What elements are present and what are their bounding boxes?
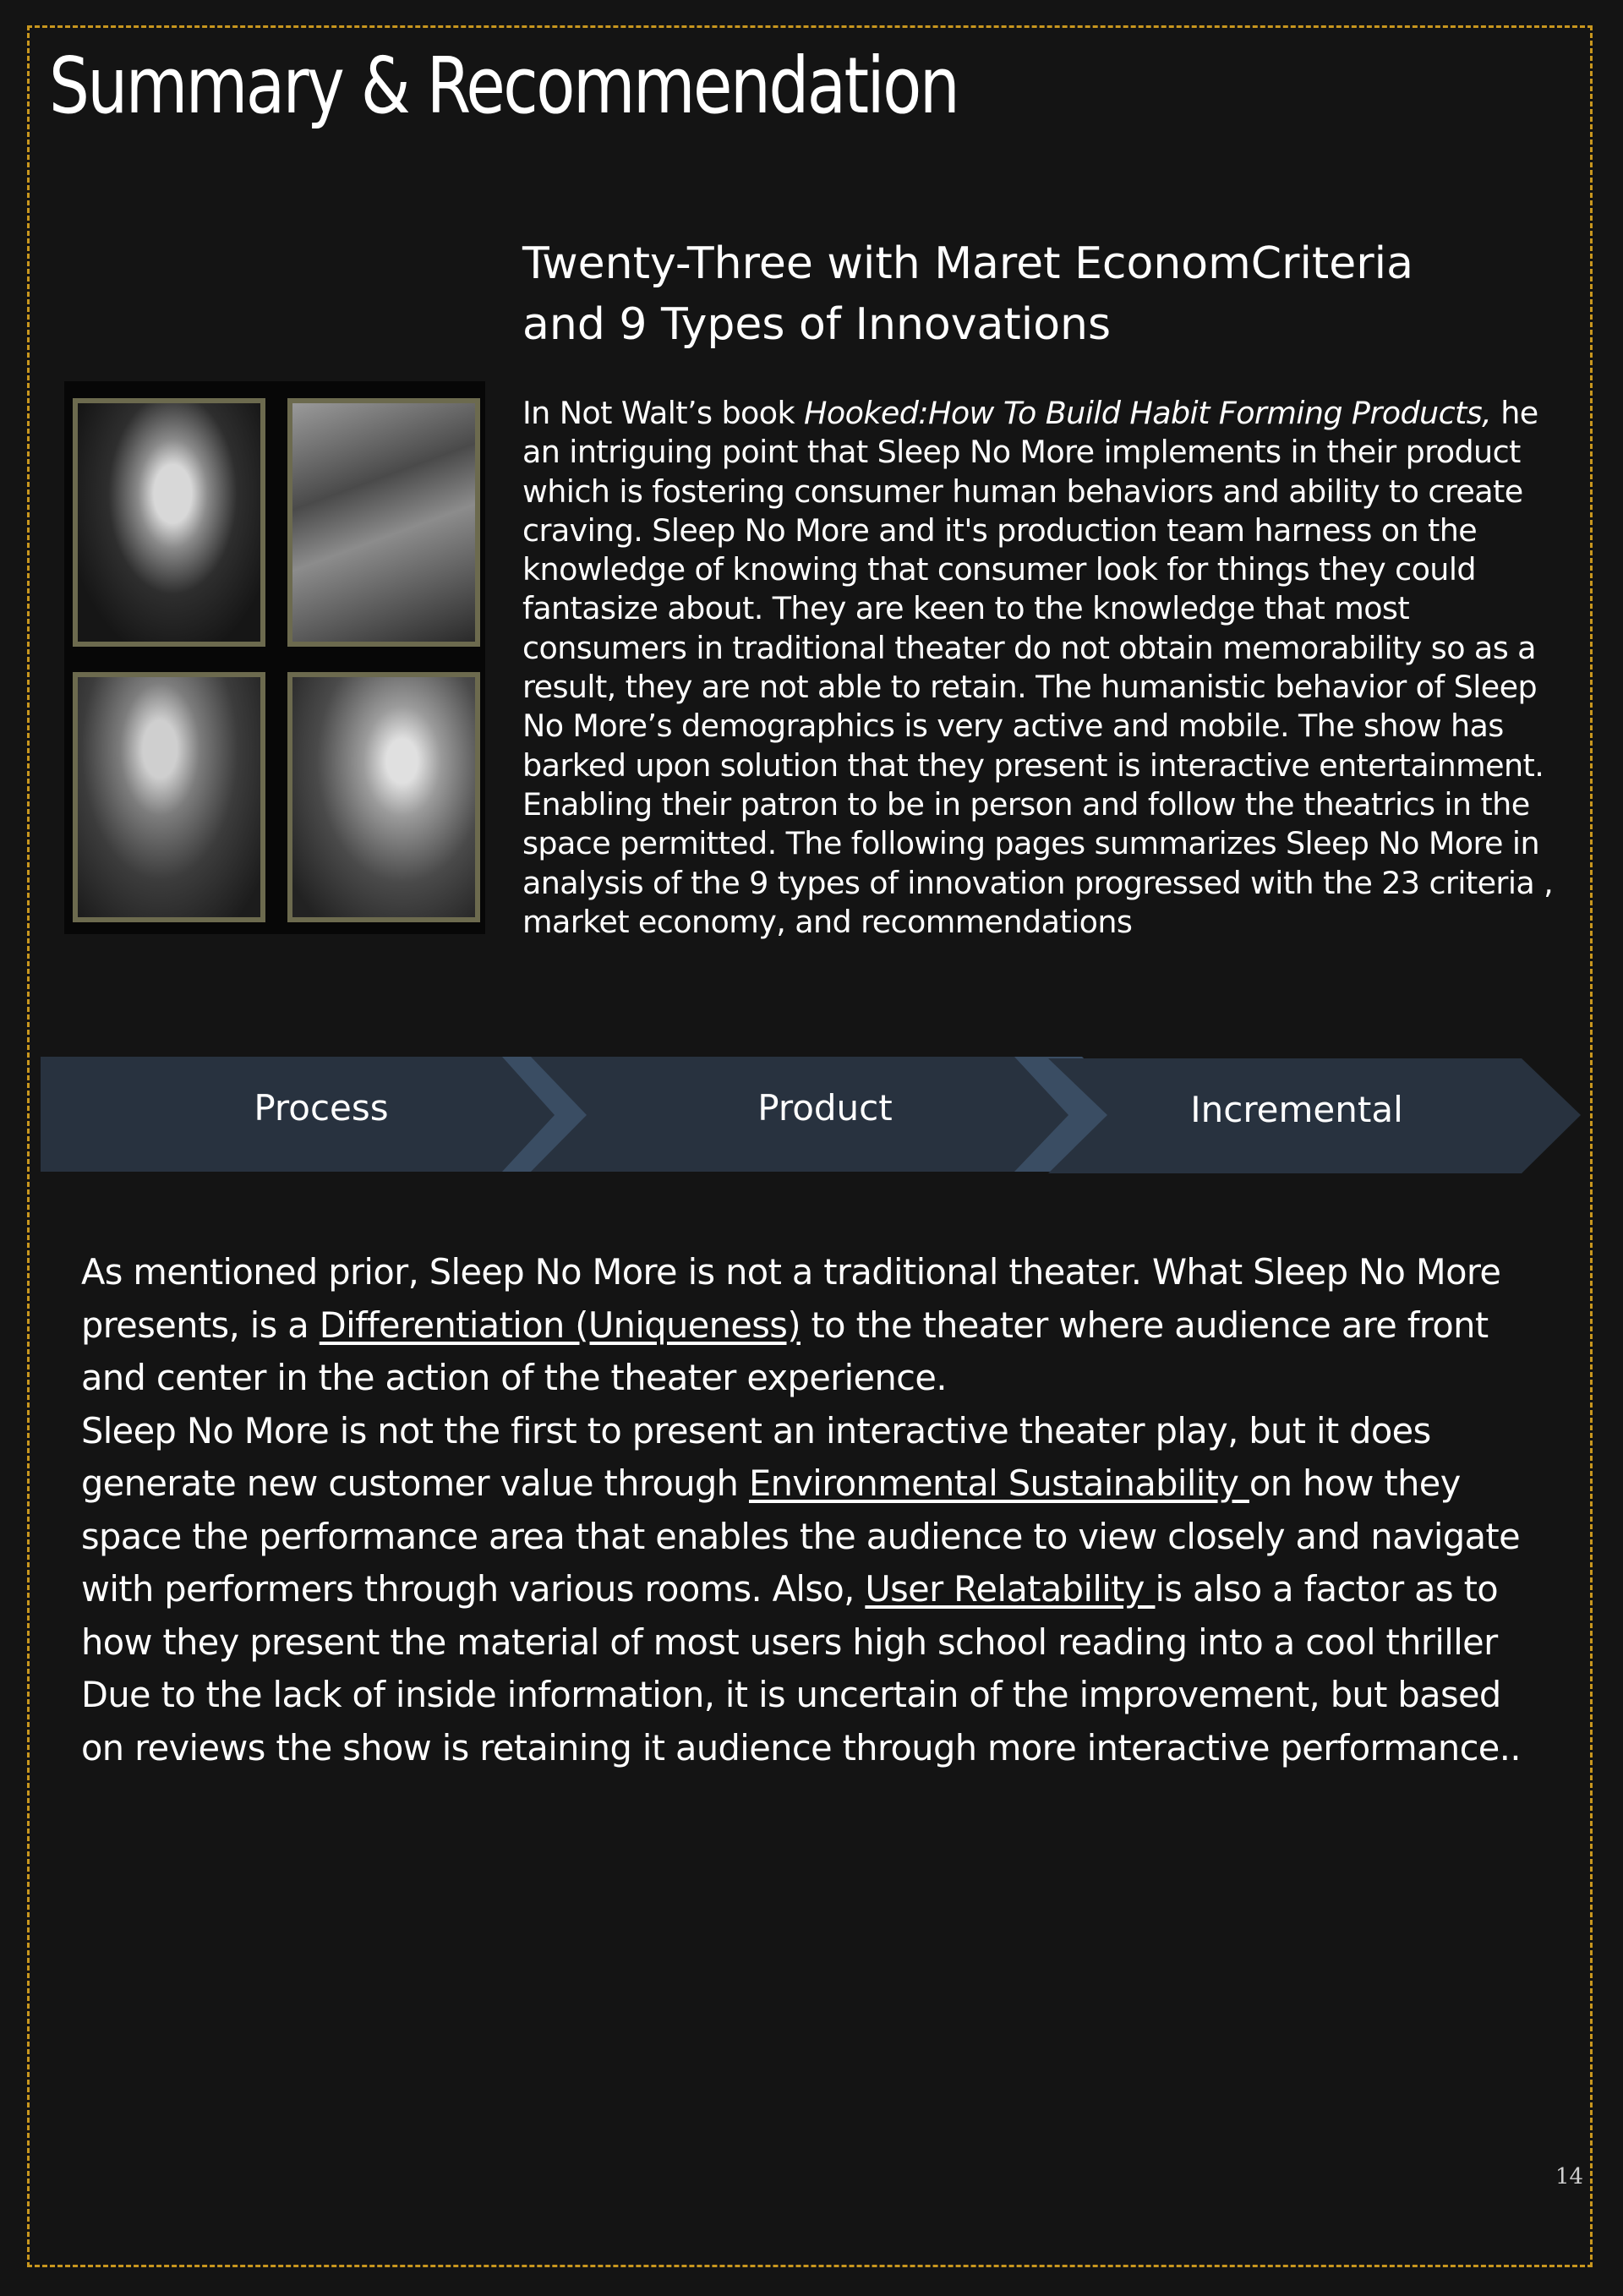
- body-p2-text-b: on how they space the performance area that enables the audience to view closely and navigate with performers through various rooms. Also,: [81, 1462, 1521, 1610]
- photo-panel-top-right: [287, 398, 480, 647]
- subtitle-line-1: Twenty-Three with Maret EconomCriteria: [522, 238, 1413, 289]
- intro-lead: In Not Walt’s book: [522, 395, 805, 431]
- body-p2-text-c: is also a factor as to how they present the material of most users high school reading into a cool thriller: [81, 1568, 1499, 1663]
- section-subtitle: [522, 233, 1537, 355]
- link-differentiation[interactable]: Differentiation (Uniqueness): [319, 1304, 801, 1346]
- page-title: Summary & Recommendation: [49, 41, 959, 131]
- link-environmental-sustainability[interactable]: Environmental Sustainability: [748, 1462, 1249, 1504]
- step-label-process: Process: [254, 1087, 389, 1129]
- link-user-relatability[interactable]: User Relatability: [865, 1568, 1156, 1610]
- photo-panel-top-left: [73, 398, 265, 647]
- photo-panel-bottom-right: [287, 672, 480, 922]
- page-number: 14: [1555, 2164, 1584, 2189]
- step-label-product: Product: [757, 1087, 893, 1129]
- body-paragraph-1: [81, 1246, 1552, 1405]
- body-p1-text-a: As mentioned prior, Sleep No More is not a traditional theater. What Sleep No More presents, is a: [81, 1251, 1501, 1346]
- body-p1-text-b: to the theater where audience are front and center in the action of the theater experience.: [81, 1304, 1489, 1398]
- body-paragraph-2: [81, 1405, 1552, 1670]
- book-title: Hooked:How To Build Habit Forming Products,: [804, 395, 1492, 431]
- subtitle-line-2: and 9 Types of Innovations: [522, 299, 1112, 350]
- body-p2-text-a: Sleep No More is not the first to present an interactive theater play, but it does generate new customer value through: [81, 1409, 1431, 1504]
- body-paragraph-3: Due to the lack of inside information, it is uncertain of the improvement, but based on reviews the show is retaining it audience through more interactive performance..: [81, 1674, 1521, 1768]
- step-label-incremental: Incremental: [1190, 1089, 1403, 1130]
- intro-text: he an intriguing point that Sleep No More implements in their product which is fostering consumer human behaviors and ability to create craving. Sleep No More and it's production team harness on the knowledge of knowing that consumer look for things they could fantasize about. They are keen to the knowledge that most consumers in traditional theater do not obtain memorability so as a result, they are not able to retain. The humanistic behavior of Sleep No More’s demographics is very active and mobile. The show has barked upon solution that they present is interactive entertainment. Enabling their patron to be in person and follow the theatrics in the space permitted. The following pages summarizes Sleep No More in analysis of the 9 types of innovation progressed with the 23 criteria , market economy, and recommendations: [522, 395, 1554, 940]
- summary-body: [81, 1246, 1552, 1774]
- photo-panel-bottom-left: [73, 672, 265, 922]
- photo-collage: [64, 381, 485, 934]
- intro-paragraph: [522, 394, 1554, 942]
